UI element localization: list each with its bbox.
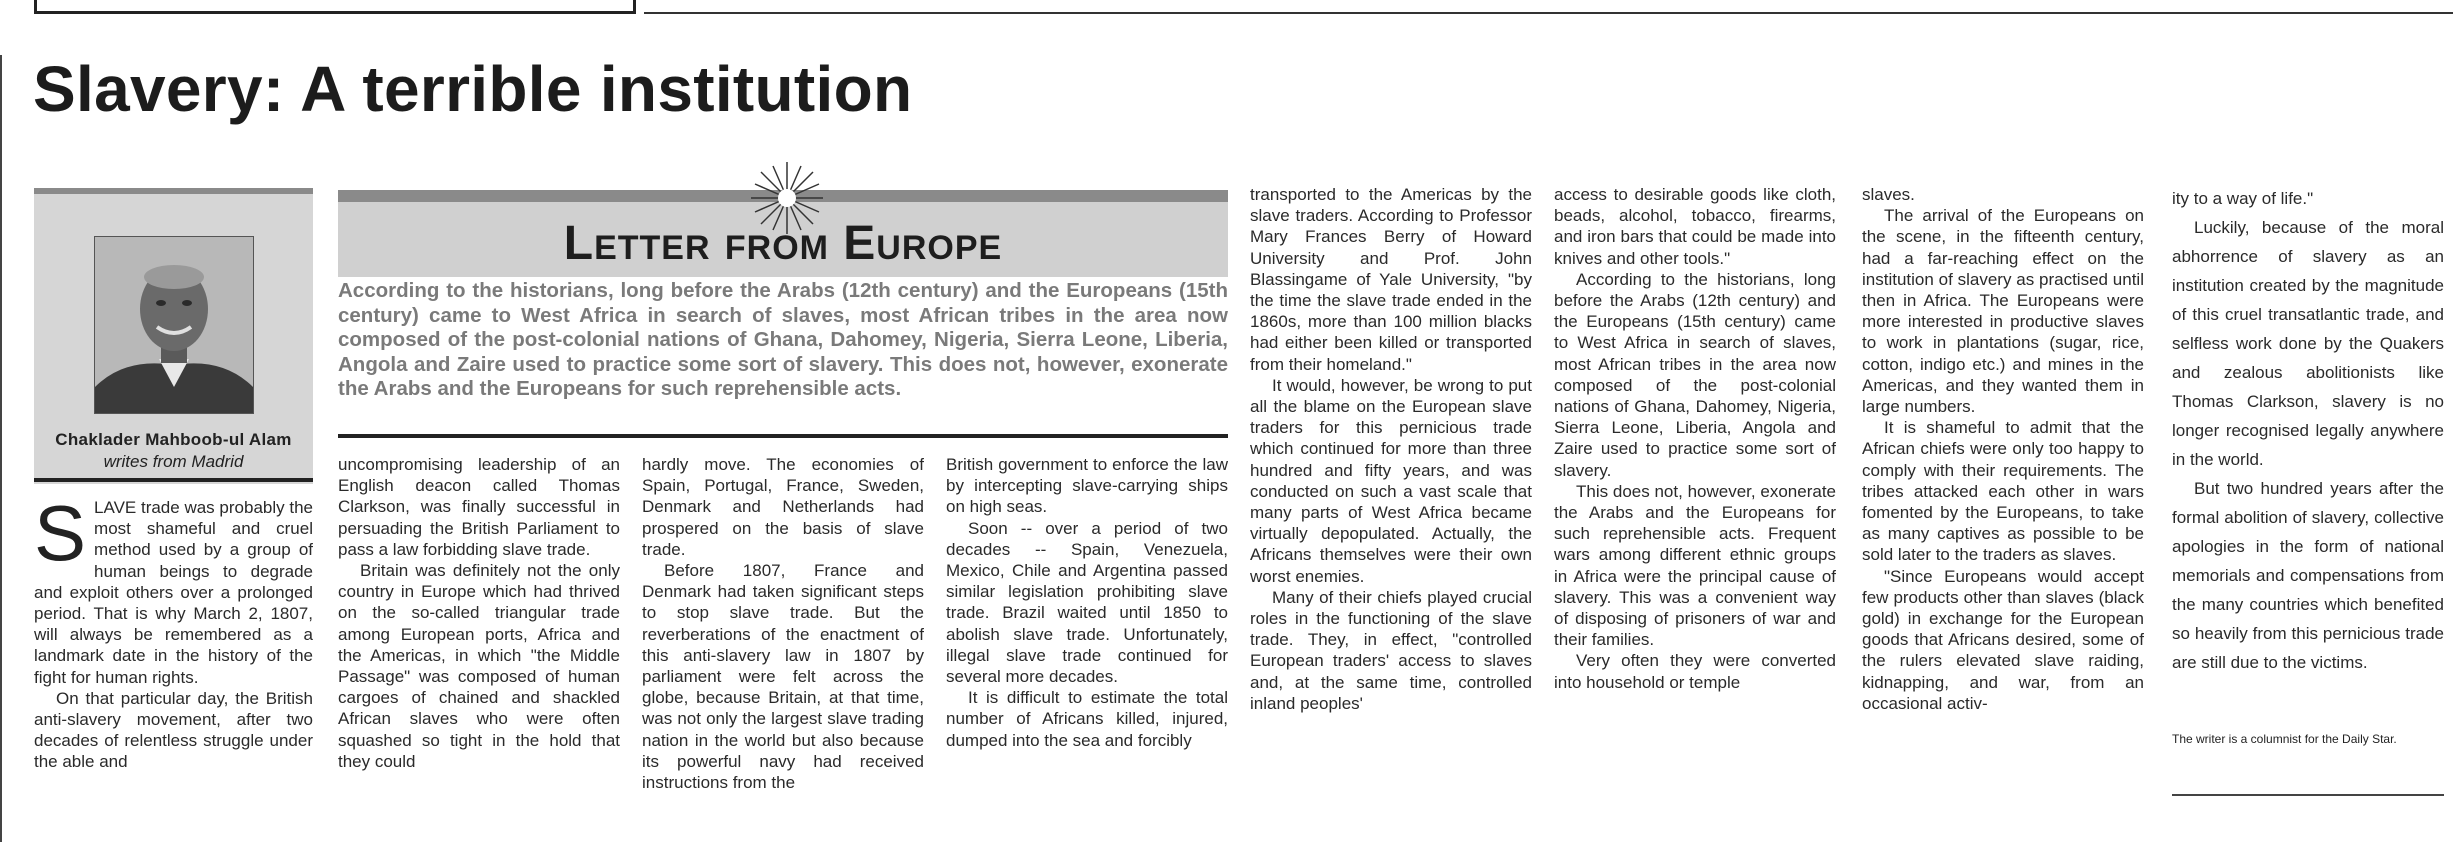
starburst-icon <box>747 158 827 238</box>
author-name: Chaklader Mahboob-ul Alam <box>55 430 292 449</box>
column-1-paragraph-2: On that particular day, the British anti-slavery movement, after two decades of relentless struggle under the able and <box>34 688 313 772</box>
banner-title: Letter from Europe <box>563 217 1003 270</box>
column-2-paragraph-1: uncompromising leadership of an English deacon called Thomas Clarkson, was finally successful in persuading the British Parliament to pass a law forbidding slave trade. <box>338 455 620 559</box>
column-6-paragraph-4: Very often they were converted into household or temple <box>1554 651 1836 692</box>
column-4-paragraph-1: British government to enforce the law by intercepting slave-carrying ships on high seas. <box>946 455 1228 517</box>
article-column-8 <box>2172 184 2444 714</box>
bottom-rule <box>2172 794 2444 796</box>
column-8-paragraph-3: But two hundred years after the formal abolition of slavery, collective apologies in the form of national memorials and compensations from the many countries which benefited so heavily from this pernicious trade are still due to the victims. <box>2172 479 2444 672</box>
column-4-paragraph-3: It is difficult to estimate the total number of Africans killed, injured, dumped into the sea and forcibly <box>946 688 1228 750</box>
drop-cap: S <box>34 497 87 577</box>
column-7-paragraph-4: "Since Europeans would accept few products other than slaves (black gold) in exchange for the European goods that Africans desired, some of the rulers elevated slave raiding, kidnapping, and war, from an occasional activ- <box>1862 566 2144 713</box>
article-column-6 <box>1554 184 1836 842</box>
writer-footnote: The writer is a columnist for the Daily Star. <box>2172 732 2397 746</box>
column-7-paragraph-1: slaves. <box>1862 185 1915 204</box>
column-1-paragraph-1 <box>34 497 313 688</box>
article-column-5 <box>1250 184 1532 842</box>
article-column-3 <box>642 454 924 842</box>
column-5-paragraph-2: It would, however, be wrong to put all the blame on the European slave traders for this pernicious trade which continued for more than three hundred and fifty years, and was conducted on such a vast scale that many parts of West Africa became virtually depopulated. Actually, the Africans themselves were their own worst enemies. <box>1250 375 1532 586</box>
column-8-paragraph-1: ity to a way of life." <box>2172 189 2314 208</box>
column-3-paragraph-1: hardly move. The economies of Spain, Portugal, France, Sweden, Denmark and Netherlands had prospered on the basis of slave trade. <box>642 455 924 559</box>
column-3-paragraph-2: Before 1807, France and Denmark had taken significant steps to stop slave trade. But the reverberations of the enactment of this anti-slavery law in 1807 by parliament were felt across the globe, because Britain, at that time, was not only the largest slave trading nation in the world but also because its powerful navy had received instructions from the <box>642 561 924 793</box>
author-dateline: writes from Madrid <box>103 452 244 471</box>
article-column-2 <box>338 454 620 842</box>
column-6-paragraph-1: access to desirable goods like cloth, beads, alcohol, tobacco, firearms, and iron bars that could be made into knives and other tools." <box>1554 185 1836 268</box>
article-column-1 <box>34 497 313 842</box>
top-rule <box>644 12 2453 14</box>
column-6-paragraph-3: This does not, however, exonerate the Arabs and the Europeans for such reprehensible acts. Frequent wars among different ethnic groups in Africa were the principal cause of slavery. This was a convenient way of disposing of prisoners of war and their families. <box>1554 481 1836 650</box>
column-7-paragraph-3: It is shameful to admit that the African chiefs were only too happy to comply with their requirements. The tribes attacked each other in wars fomented by the Europeans, to take as many captives as possible to be sold later to the traders as slaves. <box>1862 418 2144 565</box>
article-column-4 <box>946 454 1228 842</box>
author-divider <box>34 478 313 482</box>
column-8-paragraph-2: Luckily, because of the moral abhorrence of slavery as an institution created by the magnitude of this cruel transatlantic trade, and selfless work done by the Quakers and zealous abolitionists like Thomas Clarkson, slavery is no longer recognised legally anywhere in the world. <box>2172 218 2444 469</box>
standfirst: According to the historians, long before the Arabs (12th century) and the Europeans (15th century) came to West Africa in search of slaves, most African tribes in the area now composed of the post-colonial nations of Ghana, Dahomey, Nigeria, Sierra Leone, Liberia, Angola and Zaire used to practice some sort of slavery. This does not, however, exonerate the Arabs and the Europeans for such reprehensible acts. <box>338 279 1228 400</box>
headline: Slavery: A terrible institution <box>33 53 913 125</box>
column-6-paragraph-2: According to the historians, long before the Arabs (12th century) and the Europeans (15th century) came to West Africa in search of slaves, most African tribes in the area now composed of the post-colonial nations of Ghana, Dahomey, Nigeria, Sierra Leone, Liberia, Angola and Zaire used to practice some sort of slavery. <box>1554 269 1836 480</box>
column-5-paragraph-1: transported to the Americas by the slave traders. According to Professor Mary Frances Berry of Howard University and Prof. John Blassingame of Yale University, "by the time the slave trade ended in the 1860s, more than 100 million blacks had either been killed or transported from their homeland." <box>1250 185 1532 374</box>
left-border-rule <box>0 55 2 842</box>
column-5-paragraph-3: Many of their chiefs played crucial roles in the functioning of the slave trade. They, in effect, "controlled European traders' access to slaves and, at the same time, controlled inland peoples' <box>1250 587 1532 713</box>
column-2-paragraph-2: Britain was definitely not the only country in Europe which had thrived on the so-called triangular trade among European ports, Africa and the Americas, in which "the Middle Passage" was composed of human cargoes of chained and shackled African slaves who were often squashed so tight in the hold that they could <box>338 561 620 771</box>
article-column-7 <box>1862 184 2144 842</box>
standfirst-divider <box>338 434 1228 438</box>
column-7-paragraph-2: The arrival of the Europeans on the scene, in the fifteenth century, had a far-reaching effect on the institution of slavery as practised until then in Africa. The Europeans were more interested in productive slaves to work in plantations (sugar, rice, cotton, indigo etc.) and mines in the Americas, and they wanted them in large numbers. <box>1862 206 2144 417</box>
author-photo <box>94 236 254 414</box>
top-frame-box <box>34 0 636 14</box>
column-1-text-1: LAVE trade was probably the most shameful and cruel method used by a group of human beings to degrade and exploit others over a prolonged period. That is why March 2, 1807, will always be remembered as a landmark date in the history of the fight for human rights. <box>34 498 313 687</box>
column-4-paragraph-2: Soon -- over a period of two decades -- Spain, Venezuela, Mexico, Chile and Argentina passed similar legislation prohibiting slave trade. Brazil waited until 1850 to abolish slave trade. Unfortunately, illegal slave trade continued for several more decades. <box>946 518 1228 687</box>
author-box <box>34 188 313 484</box>
